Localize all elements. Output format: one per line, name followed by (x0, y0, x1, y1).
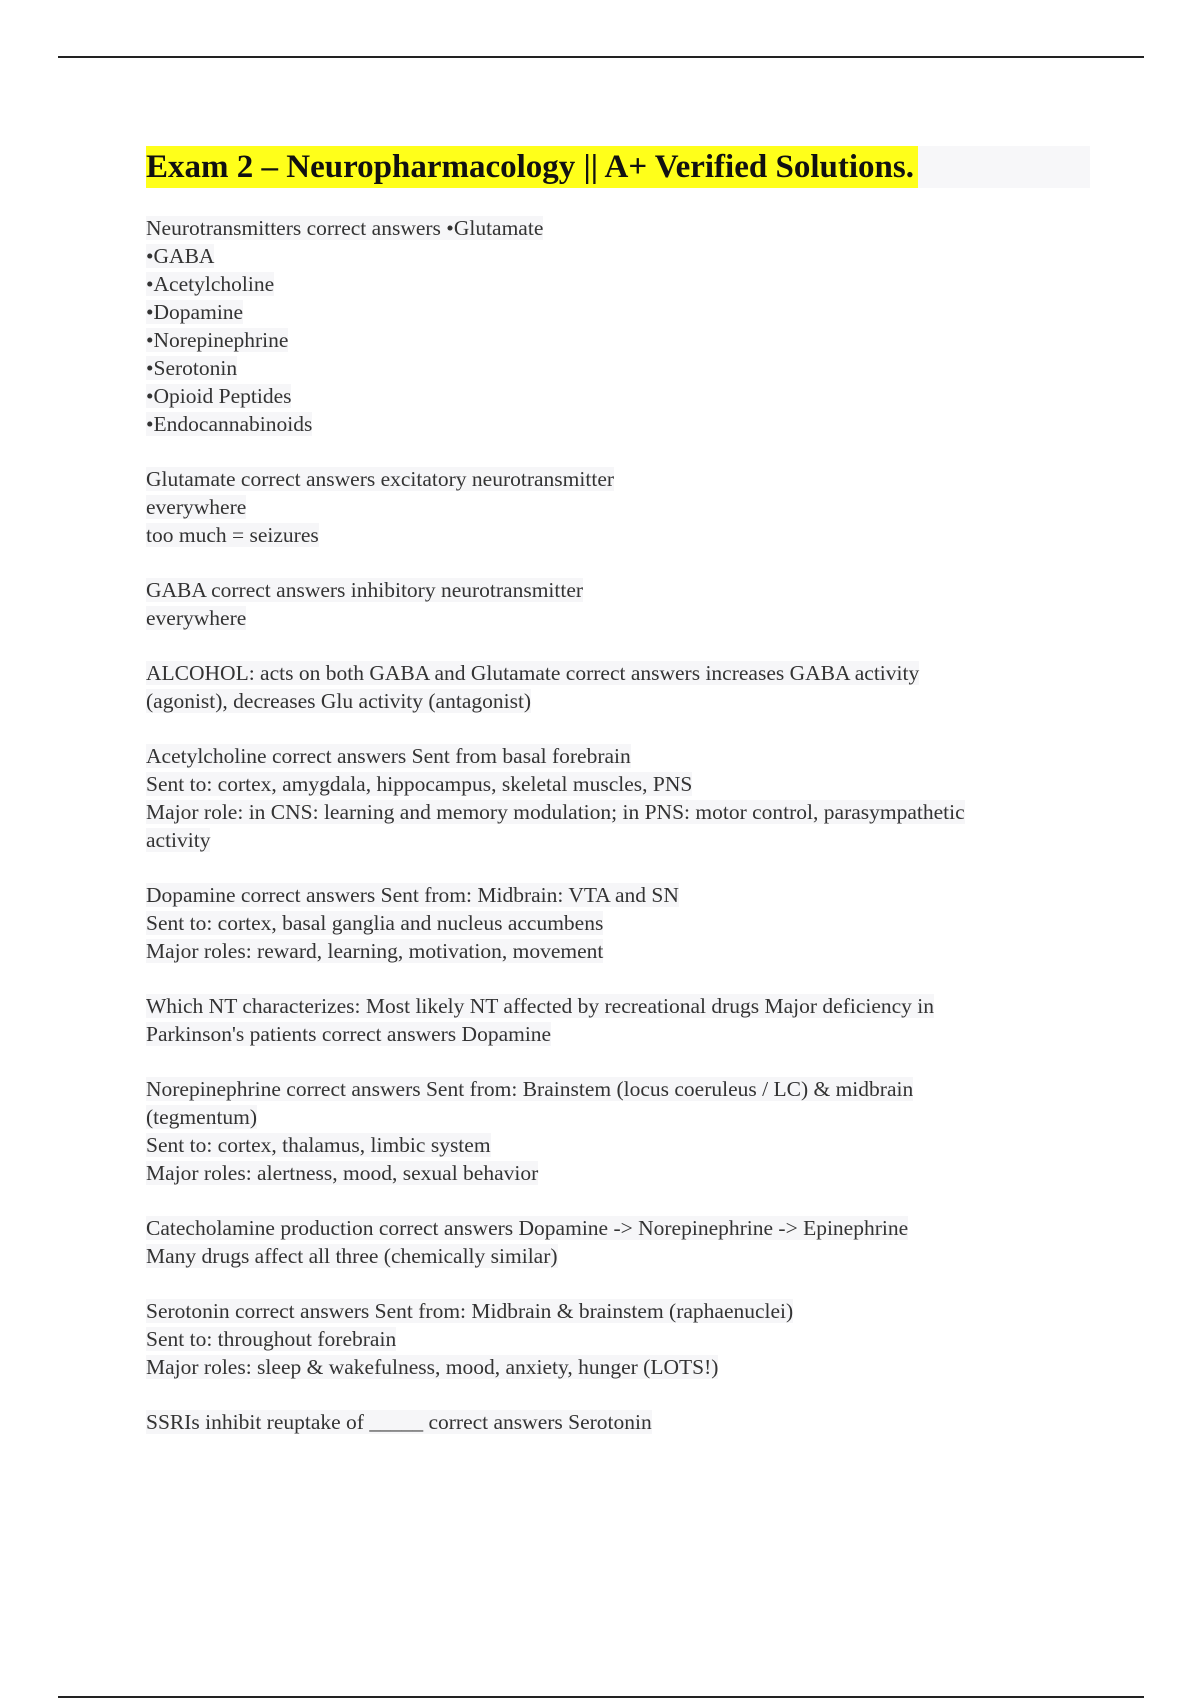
qa-line (146, 687, 1086, 715)
qa-line (146, 909, 1086, 937)
qa-line-text: Serotonin correct answers Sent from: Midbrain & brainstem (raphaenuclei) (146, 1299, 794, 1323)
qa-line (146, 1131, 1086, 1159)
qa-line (146, 742, 1086, 770)
qa-entry (146, 1297, 1086, 1381)
qa-line-text: everywhere (146, 606, 247, 630)
qa-line (146, 798, 1086, 826)
qa-line-text: (tegmentum) (146, 1105, 258, 1129)
qa-line-text: Which NT characterizes: Most likely NT affected by recreational drugs Major deficiency in (146, 994, 935, 1018)
qa-line (146, 826, 1086, 854)
qa-line-text: Catecholamine production correct answers Dopamine -> Norepinephrine -> Epinephrine (146, 1216, 909, 1240)
document-body (146, 214, 1086, 1463)
qa-line-text: activity (146, 828, 211, 852)
qa-line (146, 1159, 1086, 1187)
qa-entry (146, 465, 1086, 549)
qa-line-text: Neurotransmitters correct answers •Glutamate (146, 216, 544, 240)
qa-line-text: Sent to: cortex, amygdala, hippocampus, skeletal muscles, PNS (146, 772, 693, 796)
qa-line-text: ALCOHOL: acts on both GABA and Glutamate correct answers increases GABA activity (146, 661, 920, 685)
qa-line (146, 659, 1086, 687)
qa-line-text: SSRIs inhibit reuptake of _____ correct answers Serotonin (146, 1410, 652, 1434)
qa-line-text: Major roles: sleep & wakefulness, mood, anxiety, hunger (LOTS!) (146, 1355, 719, 1379)
qa-line (146, 298, 1086, 326)
qa-entry (146, 742, 1086, 854)
qa-line-text: Major roles: alertness, mood, sexual behavior (146, 1161, 539, 1185)
qa-line (146, 1242, 1086, 1270)
qa-line (146, 881, 1086, 909)
qa-line-text: •Acetylcholine (146, 272, 275, 296)
qa-line-text: Sent to: cortex, thalamus, limbic system (146, 1133, 491, 1157)
qa-entry (146, 1214, 1086, 1270)
qa-line (146, 465, 1086, 493)
qa-line-text: Glutamate correct answers excitatory neurotransmitter (146, 467, 615, 491)
qa-entry (146, 659, 1086, 715)
qa-line-text: Dopamine correct answers Sent from: Midbrain: VTA and SN (146, 883, 679, 907)
qa-entry (146, 1408, 1086, 1436)
qa-line (146, 326, 1086, 354)
qa-line-text: Sent to: cortex, basal ganglia and nucleus accumbens (146, 911, 604, 935)
qa-line (146, 382, 1086, 410)
qa-line-text: Many drugs affect all three (chemically similar) (146, 1244, 558, 1268)
qa-line-text: everywhere (146, 495, 247, 519)
qa-entry (146, 1075, 1086, 1187)
qa-line (146, 1353, 1086, 1381)
qa-line (146, 1408, 1086, 1436)
qa-line (146, 1297, 1086, 1325)
qa-entry (146, 576, 1086, 632)
qa-line-text: GABA correct answers inhibitory neurotransmitter (146, 578, 584, 602)
qa-line (146, 410, 1086, 438)
qa-line (146, 521, 1086, 549)
qa-line-text: Parkinson's patients correct answers Dopamine (146, 1022, 552, 1046)
qa-line-text: •Dopamine (146, 300, 244, 324)
qa-line-text: •Opioid Peptides (146, 384, 292, 408)
qa-line (146, 1103, 1086, 1131)
qa-line-text: •Endocannabinoids (146, 412, 313, 436)
qa-line-text: too much = seizures (146, 523, 319, 547)
qa-line (146, 1214, 1086, 1242)
qa-line-text: •Serotonin (146, 356, 238, 380)
qa-line-text: Sent to: throughout forebrain (146, 1327, 397, 1351)
qa-line-text: Norepinephrine correct answers Sent from: Brainstem (locus coeruleus / LC) & midbrain (146, 1077, 914, 1101)
qa-entry (146, 992, 1086, 1048)
qa-line-text: Major roles: reward, learning, motivation, movement (146, 939, 604, 963)
qa-line-text: •Norepinephrine (146, 328, 289, 352)
qa-line (146, 992, 1086, 1020)
qa-line-text: (agonist), decreases Glu activity (antagonist) (146, 689, 532, 713)
qa-line (146, 604, 1086, 632)
qa-line (146, 242, 1086, 270)
qa-line-text: Acetylcholine correct answers Sent from basal forebrain (146, 744, 631, 768)
qa-line (146, 1020, 1086, 1048)
qa-line (146, 1075, 1086, 1103)
qa-line (146, 1325, 1086, 1353)
qa-entry (146, 214, 1086, 438)
bottom-rule (58, 1696, 1144, 1698)
top-rule (58, 56, 1144, 58)
qa-line (146, 770, 1086, 798)
qa-line (146, 270, 1086, 298)
qa-entry (146, 881, 1086, 965)
qa-line-text: •GABA (146, 244, 215, 268)
qa-line (146, 354, 1086, 382)
qa-line (146, 493, 1086, 521)
qa-line (146, 214, 1086, 242)
qa-line-text: Major role: in CNS: learning and memory modulation; in PNS: motor control, parasympathetic (146, 800, 965, 824)
document-title: Exam 2 – Neuropharmacology || A+ Verified Solutions. (146, 146, 918, 188)
qa-line (146, 937, 1086, 965)
qa-line (146, 576, 1086, 604)
